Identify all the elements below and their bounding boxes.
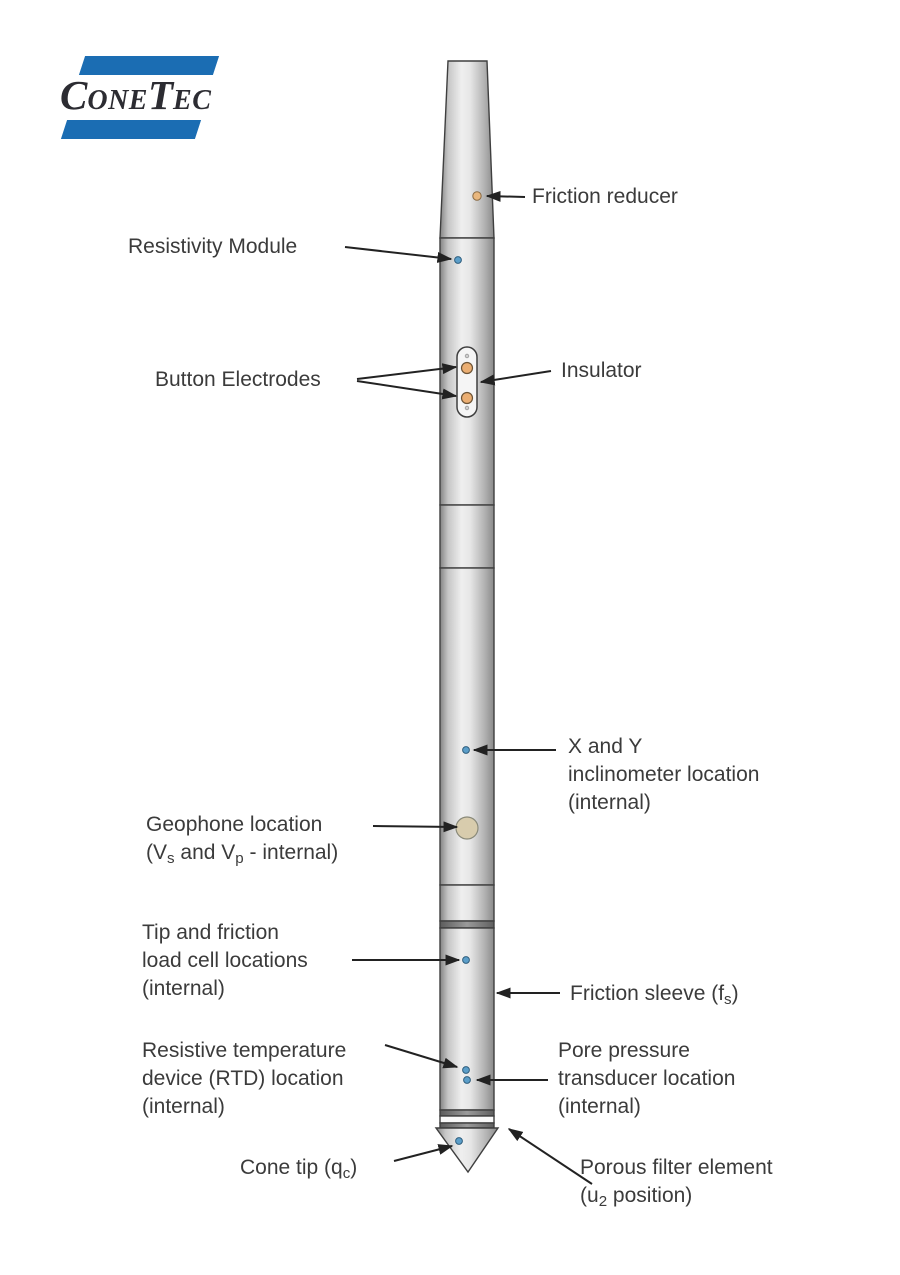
subscript-p: p [235, 850, 244, 868]
label-rtd-line2: device (RTD) location [142, 1067, 344, 1090]
label-pore-pressure [558, 1037, 735, 1121]
label-pore-pressure-line1: Pore pressure [558, 1039, 690, 1062]
label-geophone-line2: ($V_s$ and $V_p$ - internal) [146, 841, 339, 868]
label-resistivity-module: Resistivity Module [128, 235, 298, 258]
subscript-s: s [167, 850, 175, 868]
probe-section-collar [440, 885, 494, 921]
filter-band-top [440, 1110, 494, 1116]
label-porous-filter-line2: ($u_2$ position) [580, 1184, 693, 1211]
probe-taper-section [440, 61, 494, 238]
rtd-dot [463, 1067, 470, 1074]
cone-tip-arrow [394, 1146, 452, 1161]
logo-text-small: EC [173, 85, 212, 116]
label-insulator: Insulator [561, 359, 642, 382]
label-geophone-line1: Geophone location [146, 813, 323, 836]
label-geophone [146, 811, 338, 873]
logo-text [60, 71, 230, 119]
filter-band-bottom [440, 1123, 494, 1128]
logo-text-small: ONE [87, 85, 148, 116]
probe-section-short [440, 505, 494, 568]
label-inclinometer-line2: inclinometer location [568, 763, 760, 786]
button-electrode-top [462, 363, 473, 374]
label-button-electrodes: Button Electrodes [155, 368, 321, 391]
pill-screw-top [465, 354, 469, 358]
label-inclinometer [568, 733, 759, 817]
pore-pressure-dot [464, 1077, 471, 1084]
label-friction-sleeve: Friction sleeve $(f_s)$ [570, 982, 739, 1009]
subscript-c: c [342, 1165, 351, 1183]
label-porous-filter [580, 1154, 773, 1216]
conetec-logo [60, 50, 230, 142]
button-electrode-bottom [462, 393, 473, 404]
label-rtd [142, 1037, 346, 1121]
load-cell-dot [463, 957, 470, 964]
logo-text-cap: C [60, 72, 88, 118]
subscript-s: s [724, 991, 732, 1009]
subscript-2: 2 [598, 1193, 608, 1211]
cone-tip-dot [456, 1138, 463, 1145]
friction-reducer-arrow [487, 196, 525, 197]
geophone-arrow [373, 826, 457, 827]
logo-bar-bottom [61, 120, 201, 139]
geophone-circle [456, 817, 478, 839]
label-friction-reducer: Friction reducer [532, 185, 678, 208]
cone-tip-shape [436, 1128, 498, 1172]
pill-screw-bottom [465, 406, 469, 410]
resistivity-module-dot [455, 257, 462, 264]
label-porous-filter-line1: Porous filter element [580, 1156, 773, 1179]
resistivity-module-arrow [345, 247, 451, 259]
friction-reducer-dot [473, 192, 481, 200]
label-inclinometer-line1: X and Y [568, 735, 643, 758]
label-pore-pressure-line2: transducer location [558, 1067, 736, 1090]
probe-joint-gap [440, 921, 494, 928]
label-load-cell-line2: load cell locations [142, 949, 308, 972]
label-load-cell-line1: Tip and friction [142, 921, 279, 944]
label-rtd-line1: Resistive temperature [142, 1039, 347, 1062]
label-cone-tip: Cone tip $(q_c)$ [240, 1156, 358, 1183]
label-inclinometer-line3: (internal) [568, 791, 651, 814]
logo-text-cap: T [147, 72, 174, 118]
label-rtd-line3: (internal) [142, 1095, 225, 1118]
label-load-cell-line3: (internal) [142, 977, 225, 1000]
label-pore-pressure-line3: (internal) [558, 1095, 641, 1118]
inclinometer-dot [463, 747, 470, 754]
label-load-cell [142, 919, 308, 1003]
porous-filter-band [440, 1116, 494, 1123]
